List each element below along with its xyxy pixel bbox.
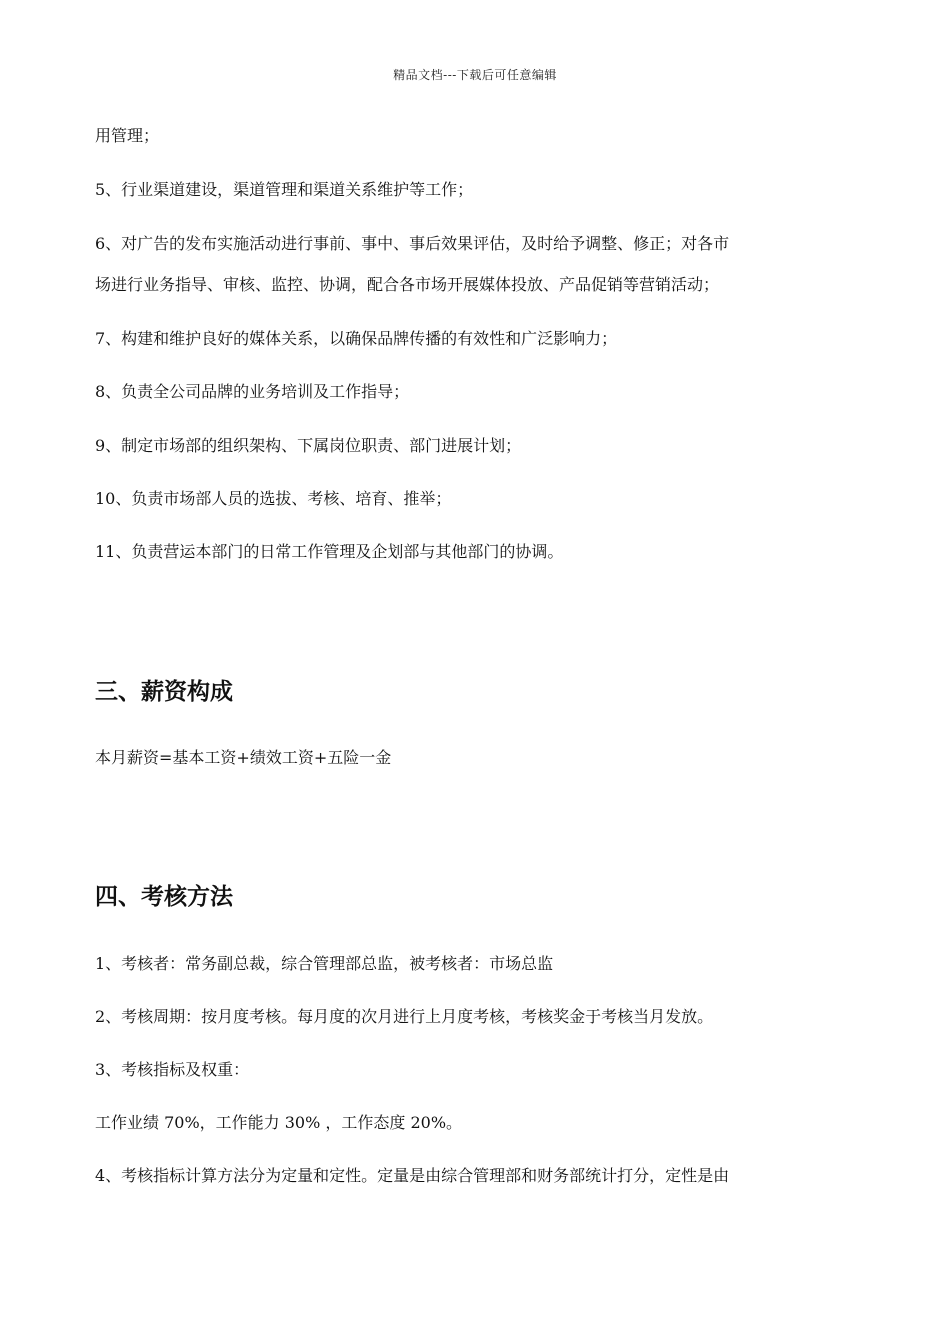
- paragraph-line: 场进行业务指导、审核、监控、协调，配合各市场开展媒体投放、产品促销等营销活动；: [95, 275, 720, 294]
- paragraph-line: 1、考核者：常务副总裁，综合管理部总监，被考核者：市场总监: [95, 954, 554, 973]
- page-header: 精品文档---下载后可任意编辑: [393, 68, 557, 82]
- paragraph-line: 8、负责全公司品牌的业务培训及工作指导；: [95, 382, 410, 401]
- paragraph-line: 7、构建和维护良好的媒体关系，以确保品牌传播的有效性和广泛影响力；: [95, 329, 618, 348]
- paragraph-line: 11、负责营运本部门的日常工作管理及企划部与其他部门的协调。: [95, 542, 564, 561]
- paragraph-line: 3、考核指标及权重：: [95, 1060, 250, 1079]
- paragraph-line: 9、制定市场部的组织架构、下属岗位职责、部门进展计划；: [95, 436, 522, 455]
- section-heading: 三、薪资构成: [95, 679, 233, 705]
- paragraph-line: 工作业绩 70%，工作能力 30% ，工作态度 20%。: [95, 1113, 463, 1132]
- paragraph-line: 6、对广告的发布实施活动进行事前、事中、事后效果评估，及时给予调整、修正；对各市: [95, 234, 730, 253]
- section-heading: 四、考核方法: [95, 884, 233, 910]
- paragraph-line: 5、行业渠道建设，渠道管理和渠道关系维护等工作；: [95, 180, 474, 199]
- paragraph-line: 用管理；: [95, 126, 160, 145]
- paragraph-line: 2、考核周期：按月度考核。每月度的次月进行上月度考核，考核奖金于考核当月发放。: [95, 1007, 714, 1026]
- paragraph-line: 4、考核指标计算方法分为定量和定性。定量是由综合管理部和财务部统计打分，定性是由: [95, 1166, 730, 1185]
- paragraph-line: 本月薪资=基本工资+绩效工资+五险一金: [95, 748, 392, 767]
- paragraph-line: 10、负责市场部人员的选拔、考核、培育、推举；: [95, 489, 452, 508]
